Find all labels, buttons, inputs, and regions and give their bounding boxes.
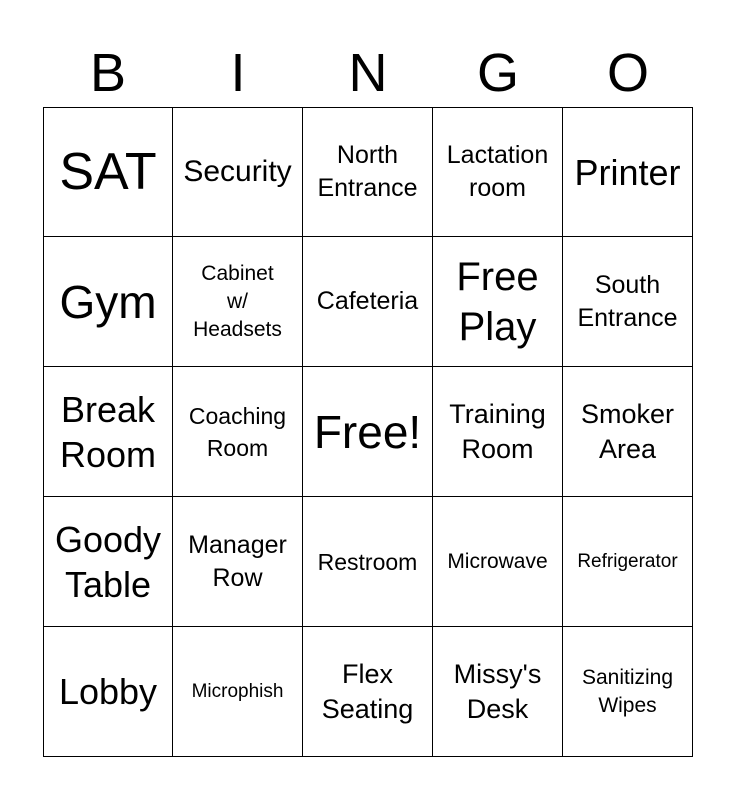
header-letter-n: N <box>348 43 388 103</box>
bingo-board <box>43 107 693 757</box>
cell-label: Printer <box>574 151 681 193</box>
bingo-header <box>43 38 693 108</box>
bingo-cell[interactable] <box>563 367 693 497</box>
bingo-cell[interactable] <box>563 627 693 757</box>
cell-label: Smoker Area <box>580 398 675 464</box>
bingo-cell[interactable] <box>563 237 693 367</box>
cell-label: Coaching Room <box>188 402 287 461</box>
bingo-cell[interactable] <box>303 627 433 757</box>
bingo-cell[interactable] <box>173 367 303 497</box>
cell-label: Flex Seating <box>321 658 414 724</box>
bingo-cell[interactable] <box>433 627 563 757</box>
bingo-cell[interactable] <box>433 107 563 237</box>
cell-label: Restroom <box>317 548 418 575</box>
cell-label: Training Room <box>449 398 546 464</box>
cell-label: Free Play <box>456 254 539 349</box>
cell-label: Cafeteria <box>316 287 419 315</box>
cell-label: Microphish <box>191 680 284 702</box>
bingo-cell[interactable] <box>173 237 303 367</box>
bingo-cell[interactable] <box>173 107 303 237</box>
cell-label: Goody Table <box>54 518 162 605</box>
cell-label: Cabinet w/ Headsets <box>193 261 282 341</box>
bingo-cell[interactable] <box>43 367 173 497</box>
bingo-cell[interactable] <box>433 237 563 367</box>
cell-label: Lactation room <box>446 141 549 202</box>
bingo-cell[interactable] <box>433 497 563 627</box>
cell-label: Break Room <box>59 388 157 475</box>
bingo-cell[interactable] <box>303 497 433 627</box>
cell-label: Manager Row <box>188 530 287 592</box>
cell-label: Security <box>183 155 292 188</box>
cell-label: North Entrance <box>317 141 418 202</box>
bingo-cell[interactable] <box>43 497 173 627</box>
header-letter-i: I <box>230 43 246 103</box>
bingo-cell[interactable] <box>43 107 173 237</box>
cell-label: Sanitizing Wipes <box>581 665 674 717</box>
bingo-cell[interactable] <box>433 367 563 497</box>
bingo-cell[interactable] <box>303 107 433 237</box>
cell-label: Refrigerator <box>577 550 678 572</box>
bingo-cell[interactable] <box>563 107 693 237</box>
header-letter-b: B <box>89 43 127 103</box>
bingo-cell[interactable] <box>43 627 173 757</box>
bingo-cell[interactable] <box>43 237 173 367</box>
header-letter-o: O <box>606 43 649 103</box>
cell-label: South Entrance <box>577 270 678 332</box>
cell-label: Lobby <box>58 671 158 712</box>
cell-label: Gym <box>59 275 157 328</box>
bingo-cell[interactable] <box>173 627 303 757</box>
cell-label: Missy's Desk <box>453 658 542 724</box>
bingo-cell[interactable] <box>303 237 433 367</box>
bingo-cell[interactable] <box>563 497 693 627</box>
header-letter-g: G <box>476 43 519 103</box>
cell-label: SAT <box>59 143 157 201</box>
bingo-cell[interactable] <box>173 497 303 627</box>
cell-label: Microwave <box>447 549 548 573</box>
cell-label: Free! <box>313 405 422 458</box>
bingo-cell[interactable] <box>303 367 433 497</box>
